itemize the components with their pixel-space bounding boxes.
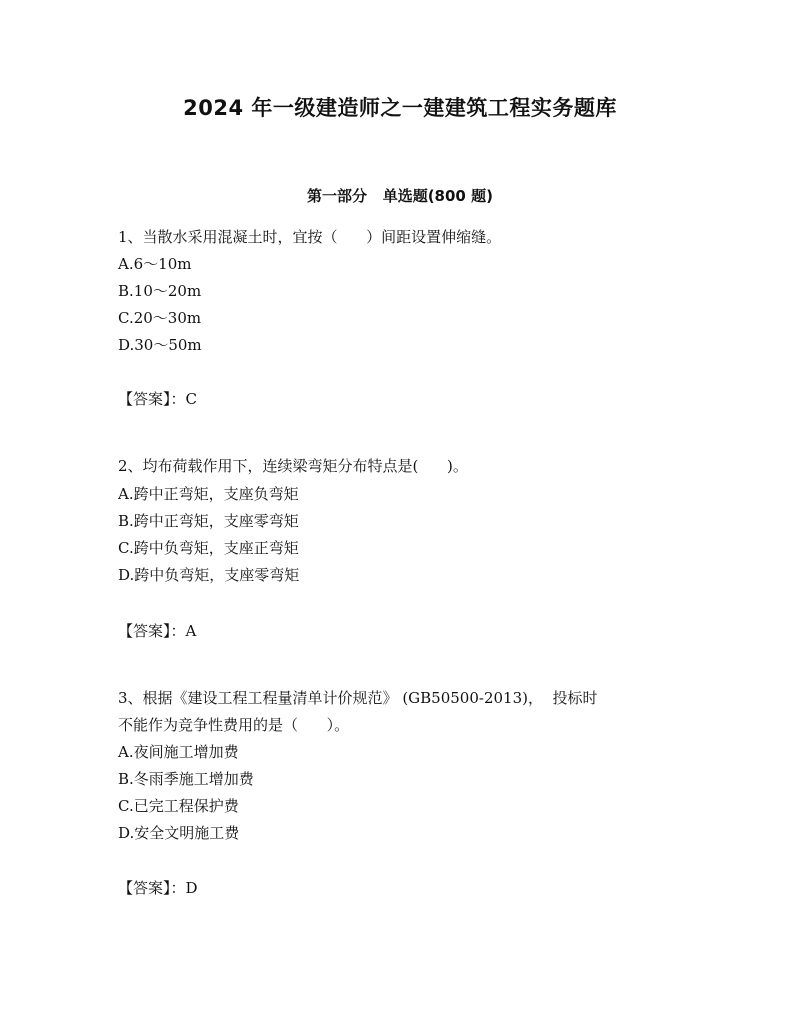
option-b: B.冬雨季施工增加费 bbox=[118, 770, 254, 788]
option-b: B.跨中正弯矩，支座零弯矩 bbox=[118, 512, 299, 530]
answer-label: 【答案】： bbox=[118, 390, 186, 408]
question-stem-line-1: 3、根据《建设工程工程量清单计价规范》 (GB50500-2013)， 投标时 bbox=[118, 689, 598, 707]
option-a: A.跨中正弯矩，支座负弯矩 bbox=[118, 485, 299, 503]
option-d: D.安全文明施工费 bbox=[118, 824, 240, 842]
answer-value: D bbox=[185, 879, 198, 897]
section-title: 第一部分 单选题(800 题) bbox=[307, 187, 493, 205]
answer-line bbox=[118, 389, 197, 409]
answer-value: A bbox=[185, 622, 197, 640]
answer-line bbox=[118, 878, 198, 898]
answer-value: C bbox=[185, 390, 197, 408]
answer-line bbox=[118, 621, 196, 641]
question-stem-line-2: 不能作为竞争性费用的是（ ）。 bbox=[118, 716, 350, 734]
option-c: C.已完工程保护费 bbox=[118, 797, 239, 815]
document-title: 2024 年一级建造师之一建建筑工程实务题库 bbox=[183, 96, 617, 120]
option-a: A.夜间施工增加费 bbox=[118, 743, 239, 761]
answer-label: 【答案】： bbox=[118, 622, 186, 640]
answer-label: 【答案】： bbox=[118, 879, 186, 897]
option-d: D.30～50m bbox=[118, 336, 202, 354]
question-stem: 1、当散水采用混凝土时，宜按（ ）间距设置伸缩缝。 bbox=[118, 228, 502, 246]
question-stem: 2、均布荷载作用下，连续梁弯矩分布特点是( )。 bbox=[118, 457, 468, 475]
option-a: A.6～10m bbox=[118, 255, 192, 273]
option-b: B.10～20m bbox=[118, 282, 202, 300]
option-c: C.跨中负弯矩，支座正弯矩 bbox=[118, 539, 299, 557]
option-d: D.跨中负弯矩，支座零弯矩 bbox=[118, 566, 300, 584]
option-c: C.20～30m bbox=[118, 309, 202, 327]
